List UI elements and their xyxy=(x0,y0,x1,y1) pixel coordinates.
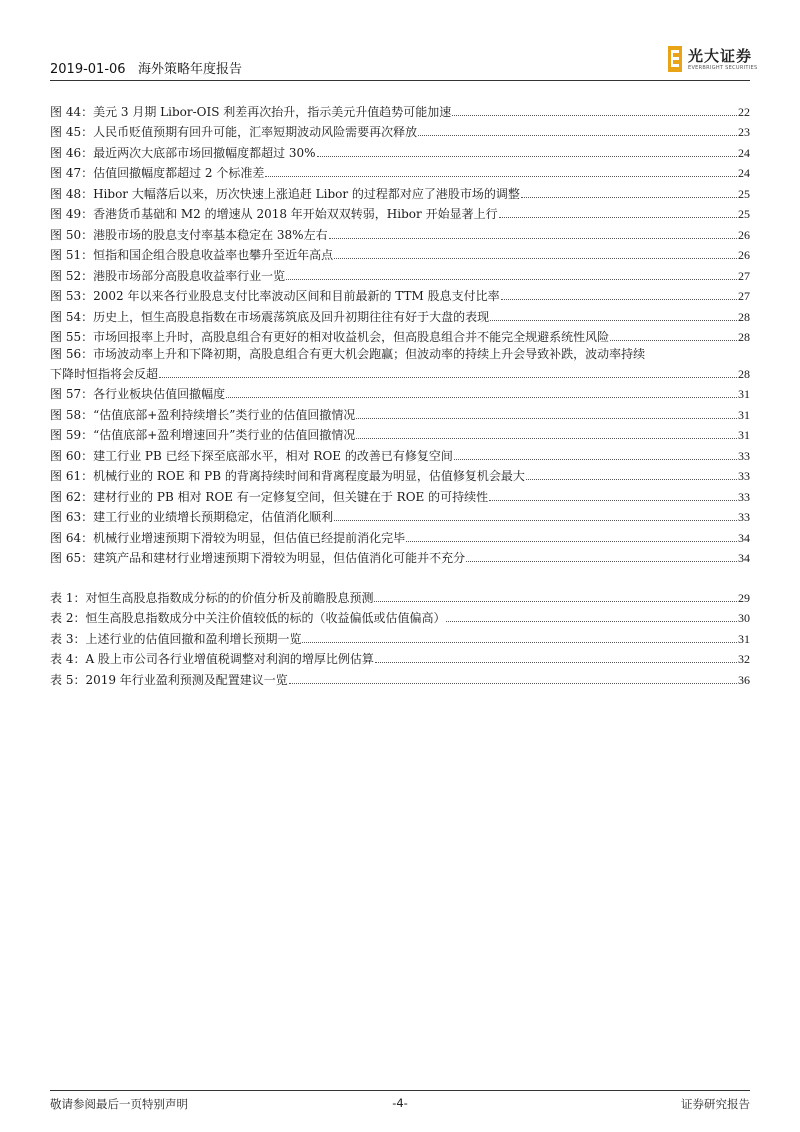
toc-entry[interactable] xyxy=(50,504,750,525)
toc-entry-label: 图 61：机械行业的 ROE 和 PB 的背离持续时间和背离程度最为明显，估值修复机会最大 xyxy=(50,469,525,483)
logo-name: 光大证券 xyxy=(688,47,753,65)
toc-entry[interactable] xyxy=(50,201,750,222)
toc-entry[interactable] xyxy=(50,324,750,345)
toc-entry-page: 31 xyxy=(738,631,750,646)
leader-dots xyxy=(375,662,737,663)
toc-entry-label: 图 45：人民币贬值预期有回升可能，汇率短期波动风险需要再次释放 xyxy=(50,125,418,139)
toc-entry-page: 23 xyxy=(738,125,750,139)
toc-entry-label: 图 59：“估值底部+盈利增速回升”类行业的估值回撤情况 xyxy=(50,428,356,442)
toc-entry[interactable] xyxy=(50,98,750,119)
toc-entry-label: 表 2：恒生高股息指数成分中关注价值较低的标的（收益偏低或估值偏高） xyxy=(50,611,446,625)
toc-entry[interactable] xyxy=(50,422,750,443)
page-footer xyxy=(50,1096,750,1112)
leader-dots xyxy=(501,299,737,300)
toc-entry-label: 图 56：市场波动率上升和下降初期，高股息组合有更大机会跑赢；但波动率的持续上升会导致补跌，波动率持续 xyxy=(50,347,646,361)
toc-entry-page: 31 xyxy=(738,387,750,401)
table-list xyxy=(50,584,750,687)
leader-dots xyxy=(286,279,737,280)
toc-entry-page: 29 xyxy=(738,590,750,605)
toc-entry-label: 图 51：恒指和国企组合股息收益率也攀升至近年高点 xyxy=(50,248,334,262)
toc-entry[interactable] xyxy=(50,381,750,402)
footer-doc-type: 证券研究报告 xyxy=(681,1097,750,1111)
leader-dots xyxy=(490,320,737,321)
section-gap xyxy=(50,565,750,584)
toc-entry[interactable] xyxy=(50,584,750,605)
toc-entry-page: 33 xyxy=(738,469,750,483)
toc-entry-label: 表 5：2019 年行业盈利预测及配置建议一览 xyxy=(50,672,288,687)
toc-entry-label: 图 47：估值回撤幅度都超过 2 个标准差 xyxy=(50,166,265,180)
toc-entry-label: 图 49：香港货币基础和 M2 的增速从 2018 年开始双双转弱，Hibor 开始显著上行 xyxy=(50,207,498,221)
leader-dots xyxy=(334,520,737,521)
leader-dots xyxy=(265,176,737,177)
toc-entry[interactable] xyxy=(50,160,750,181)
toc-entry[interactable] xyxy=(50,666,750,687)
toc-entry-page: 25 xyxy=(738,207,750,221)
page-header xyxy=(50,58,750,80)
toc-entry-label: 图 62：建材行业的 PB 相对 ROE 有一定修复空间，但关键在于 ROE 的可持续性 xyxy=(50,489,489,504)
toc-entry[interactable] xyxy=(50,139,750,160)
toc-entry-label: 图 44：美元 3 月期 Libor-OIS 利差再次抬升，指示美元升值趋势可能加速 xyxy=(50,104,452,119)
leader-dots xyxy=(418,135,737,136)
leader-dots xyxy=(521,197,737,198)
toc-entry-label: 图 48：Hibor 大幅落后以来，历次快速上涨追赶 Libor 的过程都对应了港股市场的调整 xyxy=(50,186,520,201)
toc-entry[interactable] xyxy=(50,625,750,646)
toc-entry-label: 图 64：机械行业增速预期下滑较为明显，但估值已经提前消化完毕 xyxy=(50,530,406,545)
toc-entry-label: 表 3：上述行业的估值回撤和盈利增长预期一览 xyxy=(50,631,302,646)
toc-entry-page: 26 xyxy=(738,248,750,262)
logo-subtitle: EVERBRIGHT SECURITIES xyxy=(688,65,758,71)
toc-entry-page: 28 xyxy=(738,309,750,324)
toc-entry[interactable] xyxy=(50,463,750,484)
toc-entry-page: 22 xyxy=(738,104,750,119)
toc-entry-label: 表 4：A 股上市公司各行业增值税调整对利润的增厚比例估算 xyxy=(50,652,374,666)
toc-entry-label: 图 60：建工行业 PB 已经下探至底部水平，相对 ROE 的改善已有修复空间 xyxy=(50,448,453,463)
toc-entry-page: 31 xyxy=(738,407,750,422)
toc-entry-label: 图 55：市场回报率上升时，高股息组合有更好的相对收益机会，但高股息组合并不能完全规避系统性风险 xyxy=(50,330,610,344)
toc-entry-page: 30 xyxy=(738,611,750,625)
toc-entry-page: 27 xyxy=(738,289,750,303)
header-title: 2019-01-06 海外策略年度报告 xyxy=(50,62,242,77)
toc-entry-page: 24 xyxy=(738,145,750,160)
toc-entry[interactable] xyxy=(50,180,750,201)
toc-entry[interactable] xyxy=(50,401,750,422)
toc-entry-label: 图 50：港股市场的股息支付率基本稳定在 38%左右 xyxy=(50,227,328,242)
toc-entry-label: 图 52：港股市场部分高股息收益率行业一览 xyxy=(50,268,286,283)
leader-dots xyxy=(226,397,737,398)
toc-entry-label: 图 57：各行业板块估值回撤幅度 xyxy=(50,387,226,401)
toc-entry[interactable] xyxy=(50,221,750,242)
toc-entry-page: 24 xyxy=(738,166,750,180)
toc-entry-label: 表 1：对恒生高股息指数成分标的的价值分析及前瞻股息预测 xyxy=(50,590,374,605)
footer-page-number: -4- xyxy=(392,1096,408,1110)
toc-entry-label: 图 53：2002 年以来各行业股息支付比率波动区间和目前最新的 TTM 股息支付比率 xyxy=(50,289,500,303)
toc-entry-label: 图 46：最近两次大底部市场回撤幅度都超过 30% xyxy=(50,145,316,160)
leader-dots xyxy=(159,377,737,378)
leader-dots xyxy=(289,683,737,684)
toc-entry-page: 34 xyxy=(738,530,750,545)
leader-dots xyxy=(329,238,737,239)
toc-entry-page: 36 xyxy=(738,672,750,687)
leader-dots xyxy=(334,258,737,259)
toc-entry-label: 图 58：“估值底部+盈利持续增长”类行业的估值回撤情况 xyxy=(50,407,356,422)
leader-dots xyxy=(302,642,737,643)
leader-dots xyxy=(466,561,737,562)
leader-dots xyxy=(374,601,737,602)
toc-entry[interactable] xyxy=(50,483,750,504)
toc-entry[interactable] xyxy=(50,262,750,283)
figure-list xyxy=(50,98,750,565)
toc-entry[interactable] xyxy=(50,303,750,324)
toc-entry[interactable] xyxy=(50,605,750,626)
leader-dots xyxy=(452,115,737,116)
leader-dots xyxy=(489,500,737,501)
leader-dots xyxy=(446,621,737,622)
toc-entry-page: 32 xyxy=(738,652,750,666)
footer-disclaimer: 敬请参阅最后一页特别声明 xyxy=(50,1097,188,1111)
toc-entry[interactable] xyxy=(50,242,750,263)
header-divider xyxy=(50,80,750,81)
toc-entry[interactable] xyxy=(50,119,750,140)
toc-entry-page: 31 xyxy=(738,428,750,442)
toc-entry[interactable] xyxy=(50,344,750,381)
toc-entry-page: 33 xyxy=(738,448,750,463)
toc-entry-page: 26 xyxy=(738,227,750,242)
toc-entry-page: 33 xyxy=(738,510,750,524)
toc-entry-page: 28 xyxy=(738,366,750,381)
toc-entry-page: 28 xyxy=(738,330,750,344)
footer-divider xyxy=(50,1090,750,1091)
toc-entry[interactable] xyxy=(50,545,750,566)
toc-entry[interactable] xyxy=(50,283,750,304)
toc-entry[interactable] xyxy=(50,442,750,463)
toc-entry-label: 图 65：建筑产品和建材行业增速预期下滑较为明显，但估值消化可能并不充分 xyxy=(50,551,466,565)
leader-dots xyxy=(406,541,737,542)
leader-dots xyxy=(454,459,737,460)
toc-entry-page: 33 xyxy=(738,489,750,504)
leader-dots xyxy=(356,438,737,439)
toc-entry-page: 25 xyxy=(738,186,750,201)
logo-mark-icon xyxy=(668,46,682,72)
leader-dots xyxy=(499,217,737,218)
toc-entry-page: 27 xyxy=(738,268,750,283)
table-of-contents xyxy=(50,98,750,687)
toc-entry-label-cont: 下降时恒指将会反超 xyxy=(50,366,159,381)
leader-dots xyxy=(317,156,737,157)
toc-entry-label: 图 63：建工行业的业绩增长预期稳定，估值消化顺利 xyxy=(50,510,334,524)
leader-dots xyxy=(610,340,737,341)
leader-dots xyxy=(356,418,737,419)
toc-entry-label: 图 54：历史上，恒生高股息指数在市场震荡筑底及回升初期往往有好于大盘的表现 xyxy=(50,309,490,324)
toc-entry[interactable] xyxy=(50,524,750,545)
leader-dots xyxy=(526,479,737,480)
everbright-logo xyxy=(668,44,758,76)
toc-entry[interactable] xyxy=(50,646,750,667)
toc-entry-page: 34 xyxy=(738,551,750,565)
